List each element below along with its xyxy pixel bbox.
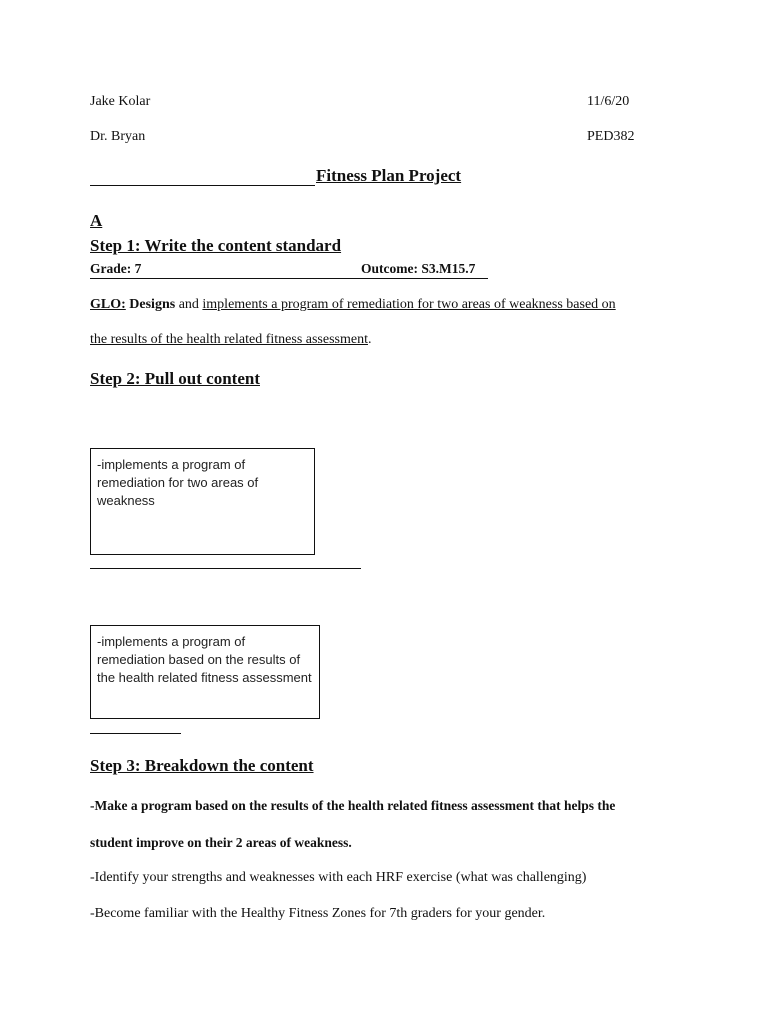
- step1-heading: Step 1: Write the content standard: [90, 236, 342, 255]
- grade-label: Grade: 7: [90, 261, 142, 276]
- step2-heading: Step 2: Pull out content: [90, 369, 260, 388]
- grade-outcome-rule: [90, 278, 488, 279]
- glo-verb: Designs: [129, 297, 176, 312]
- glo-label: GLO:: [90, 297, 126, 312]
- content-rule-2: [90, 733, 181, 734]
- step3-line-3: -Identify your strengths and weaknesses with each HRF exercise (what was challenging): [90, 870, 587, 885]
- glo-text-line1: implements a program of remediation for two areas of weakness based on: [202, 297, 616, 312]
- instructor-name: Dr. Bryan: [90, 129, 146, 144]
- step3-bold-line-2: student improve on their 2 areas of weakness.: [90, 835, 352, 850]
- glo-line-1: [90, 297, 616, 313]
- glo-end: .: [367, 332, 372, 347]
- glo-line-2: [90, 332, 371, 348]
- title-rule: [90, 185, 315, 186]
- section-letter: A: [90, 211, 103, 230]
- step3-bold-line-1: -Make a program based on the results of the health related fitness assessment that helps the: [90, 798, 616, 813]
- glo-and: and: [178, 297, 199, 312]
- course-code: PED382: [587, 129, 635, 144]
- content-box-2: -implements a program of remediation based on the results of the health related fitness assessment: [90, 625, 320, 719]
- date: 11/6/20: [587, 94, 630, 109]
- step3-heading: Step 3: Breakdown the content: [90, 756, 314, 775]
- content-box-1: -implements a program of remediation for two areas of weakness: [90, 448, 315, 555]
- step3-line-4: -Become familiar with the Healthy Fitness Zones for 7th graders for your gender.: [90, 906, 546, 921]
- glo-text-line2: the results of the health related fitness assessment: [90, 332, 368, 347]
- outcome-label: Outcome: S3.M15.7: [361, 261, 476, 276]
- student-name: Jake Kolar: [90, 94, 151, 109]
- page-title: Fitness Plan Project: [316, 166, 462, 185]
- content-rule-1: [90, 568, 361, 569]
